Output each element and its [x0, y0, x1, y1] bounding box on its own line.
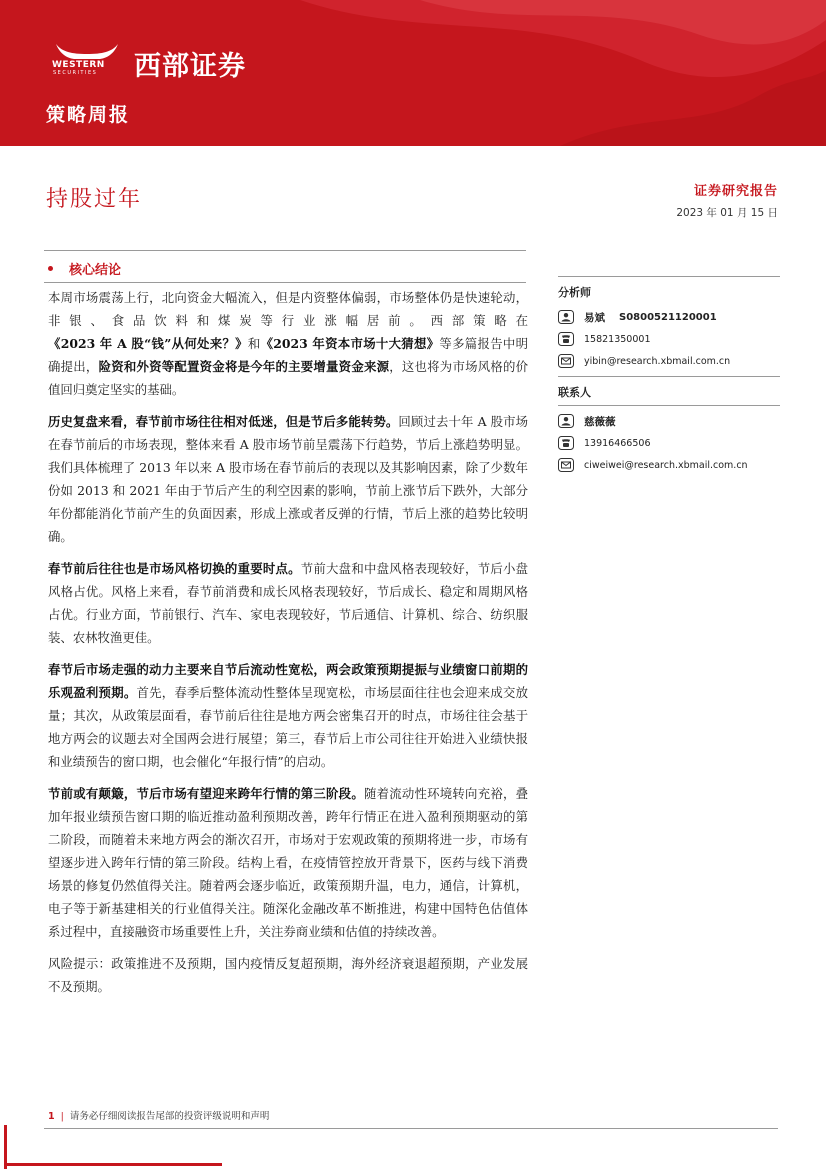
footer-separator: | — [60, 1111, 64, 1122]
report-body — [48, 286, 528, 1007]
analyst-email-row — [558, 350, 780, 372]
phone-icon — [558, 436, 574, 450]
footer-rule — [44, 1128, 778, 1129]
p2-lead: 历史复盘来看，春节前市场往往相对低迷，但是节后多能转势。 — [48, 414, 399, 429]
email-icon — [558, 458, 574, 472]
paragraph-outlook — [48, 782, 528, 943]
p2-rest: 回顾过去十年 A 股市场在春节前后的市场表现，整体来看 A 股市场节前呈震荡下行趋势，节后上涨趋势明显。我们具体梳理了 2013 年以来 A 股市场在春节前后的表现以及其影响因素，除了少数年份如 2013 和 2021 年由于节后产生的利空因素的影响，节前上涨节后下跌外，大部分年份都能消化节前产生的负面因素，形成上涨或者反弹的行情，节后上涨的趋势比较明确。 — [48, 414, 529, 544]
p1-text-e: 等多篇报告中明确提出， — [48, 336, 529, 374]
p1-highlight: 险资和外资等配置资金将是今年的主要增量资金来源 — [98, 359, 390, 374]
report-type: 策略周报 — [46, 104, 131, 126]
contact-name-row — [558, 410, 780, 432]
p4-rest: 首先，春季后整体流动性整体呈现宽松，市场层面往往也会迎来成交放量；其次，从政策层面看，春节前后往往是地方两会密集召开的时点，市场往往会基于地方两会的议题去对全国两会进行展望；第三，春节后上市公司往往开始进入业绩快报和业绩预告的窗口期，也会催化“年报行情”的启动。 — [48, 685, 529, 769]
p1-text-c: 和 — [247, 336, 261, 351]
paragraph-drivers — [48, 658, 528, 773]
sidebar-rule-top — [558, 276, 780, 277]
core-conclusion-heading — [48, 259, 121, 278]
corner-decoration-horizontal — [4, 1163, 222, 1166]
p1-text-g: ，这也将为市场风格的价值回归奠定坚实的基础。 — [48, 359, 529, 397]
brand-chinese: 西部证券 — [134, 51, 246, 82]
paragraph-history — [48, 410, 528, 548]
p3-rest: 节前大盘和中盘风格表现较好，节后小盘风格占优。风格上来看，春节前消费和成长风格表现较好，节后成长、稳定和周期风格占优。行业方面，节前银行、汽车、家电表现较好，节后通信、计算机、综合、纺织服装、农林牧渔更佳。 — [48, 561, 529, 645]
p1-report-title-2: 《2023 年资本市场十大猜想》 — [260, 336, 440, 351]
sidebar-rule-mid — [558, 376, 780, 377]
page-footer — [48, 1108, 269, 1122]
phone-icon — [558, 332, 574, 346]
bullet-icon — [48, 266, 53, 271]
p5-rest: 随着流动性环境转向充裕，叠加年报业绩预告窗口期的临近推动盈利预期改善，跨年行情正在进入盈利预期驱动的第二阶段，而随着未来地方两会的渐次召开，市场对于宏观政策的预期将进一步，市场有望逐步进入跨年行情的第三阶段。结构上看，在疫情管控放开背景下，医药与线下消费场景的修复仍然值得关注。随着两会逐步临近，政策预期升温，电力，通信，计算机，电子等于新基建相关的行业值得关注。随深化金融改革不断推进，构建中国特色估值体系过程中，直接融资市场重要性上升，关注券商业绩和估值的持续改善。 — [48, 786, 529, 939]
analyst-certificate: S0800521120001 — [619, 311, 717, 323]
analyst-heading: 分析师 — [558, 286, 591, 299]
header-banner — [0, 0, 826, 146]
p3-lead: 春节前后往往也是市场风格切换的重要时点。 — [48, 561, 301, 576]
page-number: 1 — [48, 1111, 55, 1122]
core-top-rule — [44, 250, 526, 251]
email-icon — [558, 354, 574, 368]
paragraph-summary — [48, 286, 528, 401]
author-sidebar — [558, 276, 780, 476]
document-title: 持股过年 — [46, 187, 143, 212]
report-label: 证券研究报告 — [693, 184, 778, 199]
contact-name: 慈薇薇 — [584, 415, 616, 428]
report-date: 2023 年 01 月 15 日 — [676, 207, 778, 219]
core-heading-text: 核心结论 — [69, 263, 122, 278]
analyst-name: 易斌 — [584, 311, 605, 324]
person-icon — [558, 310, 574, 324]
contact-phone-row — [558, 432, 780, 454]
p4-lead: 春节后市场走强的动力主要来自节后流动性宽松，两会政策预期提振与业绩窗口前期的乐观盈利预期。 — [48, 662, 528, 700]
analyst-name-row — [558, 306, 780, 328]
p5-lead: 节前或有颠簸，节后市场有望迎来跨年行情的第三阶段。 — [48, 786, 364, 801]
analyst-email[interactable]: yibin@research.xbmail.com.cn — [584, 355, 731, 367]
analyst-phone: 15821350001 — [584, 333, 651, 345]
brand-english: WESTERN — [52, 60, 105, 70]
footer-disclaimer: 请务必仔细阅读报告尾部的投资评级说明和声明 — [69, 1111, 270, 1122]
analyst-phone-row — [558, 328, 780, 350]
sidebar-rule-contact — [558, 405, 780, 406]
person-icon — [558, 414, 574, 428]
paragraph-risk: 风险提示：政策推进不及预期，国内疫情反复超预期，海外经济衰退超预期，产业发展不及预期。 — [48, 956, 528, 994]
brand-english-sub: SECURITIES — [53, 70, 98, 76]
contact-phone: 13916466506 — [584, 437, 651, 449]
p1-text-a: 本周市场震荡上行，北向资金大幅流入，但是内资整体偏弱，市场整体仍是快速轮动，非银、食品饮料和煤炭等行业涨幅居前。西部策略在 — [48, 290, 528, 328]
p1-report-title-1: 《2023 年 A 股“钱”从何处来？》 — [48, 336, 248, 351]
contact-heading: 联系人 — [558, 386, 591, 399]
paragraph-style-switch — [48, 557, 528, 649]
core-bottom-rule — [44, 282, 526, 283]
contact-email-row — [558, 454, 780, 476]
contact-email[interactable]: ciweiwei@research.xbmail.com.cn — [584, 459, 748, 471]
